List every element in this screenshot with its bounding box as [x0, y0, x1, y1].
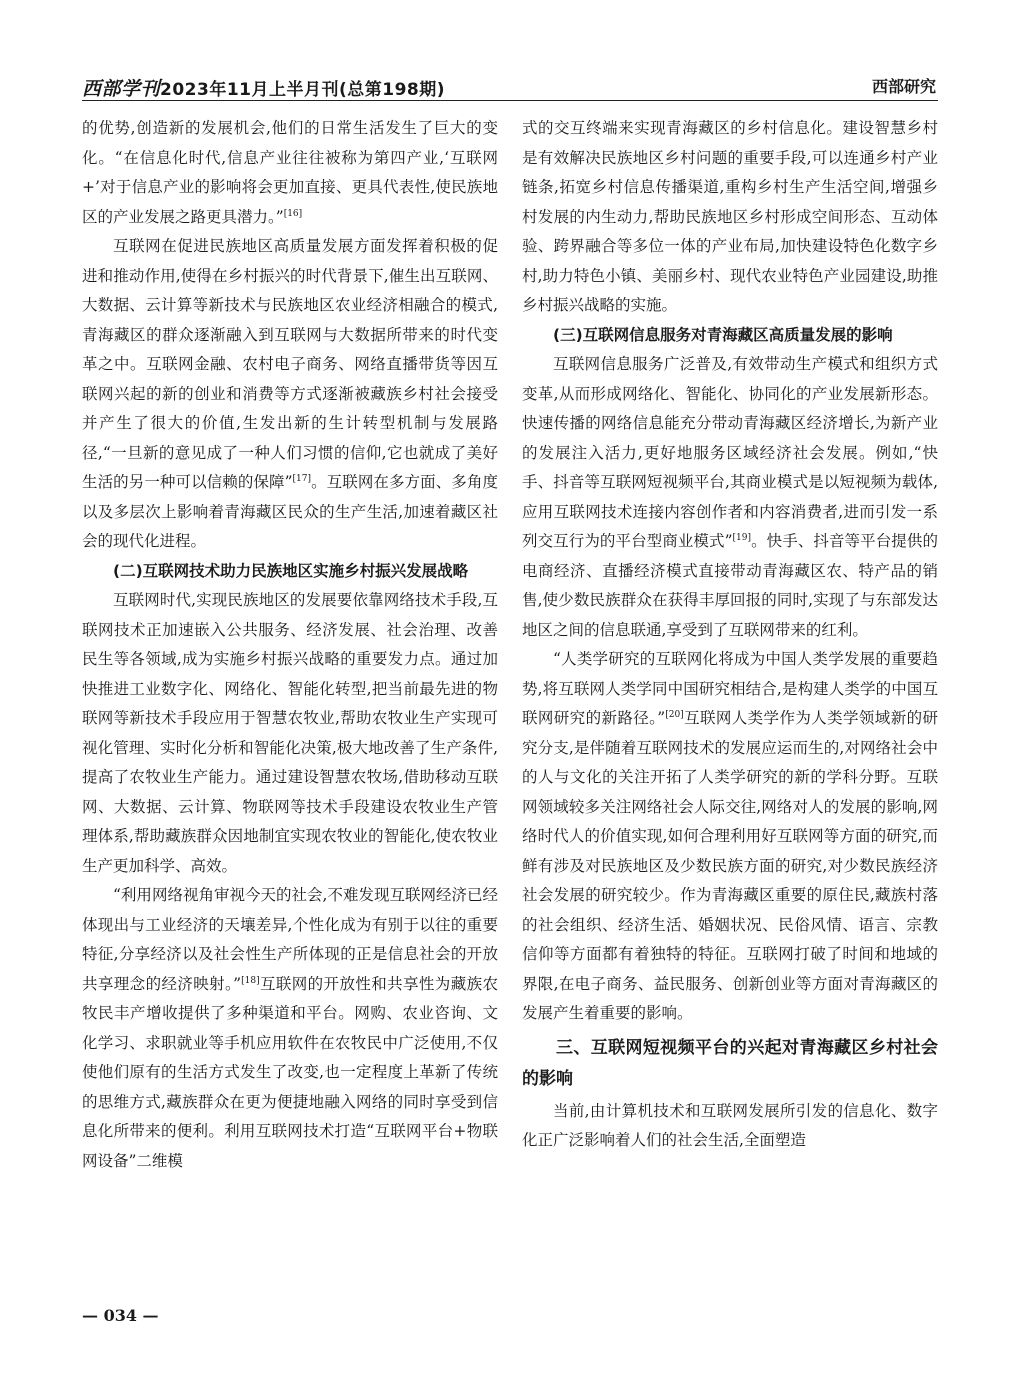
- paragraph: [82, 881, 498, 1176]
- paragraph: [82, 114, 498, 232]
- section-heading: [522, 1033, 938, 1095]
- paragraph: [82, 586, 498, 881]
- citation-ref: [16]: [283, 208, 303, 219]
- issue-label: 2023年11月上半月刊(总第198期): [160, 80, 446, 100]
- paragraph: [522, 114, 938, 321]
- paragraph-text: (三)互联网信息服务对青海藏区高质量发展的影响: [553, 325, 893, 344]
- citation-ref: [19]: [732, 532, 751, 543]
- paragraph-text-continued: 。互联网在多方面、多角度以及多层次上影响着青海藏区民众的生产生活,加速着藏区社会的现代化进程。: [82, 473, 498, 550]
- paragraph-text: 互联网信息服务广泛普及,有效带动生产模式和组织方式变革,从而形成网络化、智能化、协同化的产业发展新形态。快速传播的网络信息能充分带动青海藏区经济增长,为新产业的发展注入活力,更好地服务区域经济社会发展。例如,“快手、抖音等互联网短视频平台,其商业模式是以短视频为载体,应用互联网技术连接内容创作者和内容消费者,进而引发一系列交互行为的平台型商业模式”: [522, 355, 938, 550]
- citation-ref: [18]: [241, 975, 260, 986]
- section-title: 西部研究: [871, 77, 936, 96]
- subsection-heading: [522, 321, 938, 351]
- left-column: [82, 114, 498, 1294]
- paragraph-text: “利用网络视角审视今天的社会,不难发现互联网经济已经体现出与工业经济的天壤差异,个性化成为有别于以往的重要特征,分享经济以及社会性生产所体现的正是信息社会的开放共享理念的经济映射。”: [82, 886, 498, 993]
- journal-issue-line: [82, 74, 445, 101]
- journal-logo: 西部学刊: [82, 78, 161, 100]
- paragraph-text: 式的交互终端来实现青海藏区的乡村信息化。建设智慧乡村是有效解决民族地区乡村问题的重要手段,可以连通乡村产业链条,拓宽乡村信息传播渠道,重构乡村生产生活空间,增强乡村发展的内生动力,帮助民族地区乡村形成空间形态、互动体验、跨界融合等多位一体的产业布局,加快建设特色化数字乡村,助力特色小镇、美丽乡村、现代农业特色产业园建设,助推乡村振兴战略的实施。: [522, 119, 938, 314]
- citation-ref: [17]: [292, 473, 311, 484]
- paragraph-text-continued: 互联网的开放性和共享性为藏族农牧民丰产增收提供了多种渠道和平台。网购、农业咨询、文化学习、求职就业等手机应用软件在农牧民中广泛使用,不仅使他们原有的生活方式发生了改变,也一定程度上革新了传统的思维方式,藏族群众在更为便捷地融入网络的同时享受到信息化所带来的便利。利用互联网技术打造“互联网平台+物联网设备”二维模: [82, 974, 498, 1170]
- paragraph-text: “人类学研究的互联网化将成为中国人类学发展的重要趋势,将互联网人类学同中国研究相结合,是构建人类学的中国互联网研究的新路径。”: [522, 650, 938, 727]
- paragraph: [522, 350, 938, 645]
- paragraph: [522, 1097, 938, 1156]
- paragraph-text: (二)互联网技术助力民族地区实施乡村振兴发展战略: [113, 561, 469, 580]
- citation-ref: [20]: [665, 709, 684, 720]
- paragraph-text: 当前,由计算机技术和互联网发展所引发的信息化、数字化正广泛影响着人们的社会生活,全面塑造: [522, 1101, 938, 1149]
- paragraph-text: 互联网在促进民族地区高质量发展方面发挥着积极的促进和推动作用,使得在乡村振兴的时代背景下,催生出互联网、大数据、云计算等新技术与民族地区农业经济相融合的模式,青海藏区的群众逐渐融入到互联网与大数据所带来的时代变革之中。互联网金融、农村电子商务、网络直播带货等因互联网兴起的新的创业和消费等方式逐渐被藏族乡村社会接受并产生了很大的价值,生发出新的生计转型机制与发展路径,“一旦新的意见成了一种人们习惯的信仰,它也就成了美好生活的另一种可以信赖的保障”: [82, 237, 498, 491]
- paragraph: [522, 645, 938, 1029]
- paragraph-text: 互联网时代,实现民族地区的发展要依靠网络技术手段,互联网技术正加速嵌入公共服务、经济发展、社会治理、改善民生等各领域,成为实施乡村振兴战略的重要发力点。通过加快推进工业数字化、网络化、智能化转型,把当前最先进的物联网等新技术手段应用于智慧农牧业,帮助农牧业生产实现可视化管理、实时化分析和智能化决策,极大地改善了生产条件,提高了农牧业生产能力。通过建设智慧农牧场,借助移动互联网、大数据、云计算、物联网等技术手段建设农牧业生产管理体系,帮助藏族群众因地制宜实现农牧业的智能化,使农牧业生产更加科学、高效。: [82, 591, 498, 875]
- paragraph-text: 的优势,创造新的发展机会,他们的日常生活发生了巨大的变化。“在信息化时代,信息产业往往被称为第四产业,‘互联网+’对于信息产业的影响将会更加直接、更具代表性,使民族地区的产业发展之路更具潜力。”: [82, 119, 498, 226]
- page-header: [82, 66, 938, 106]
- subsection-heading: [82, 557, 498, 587]
- paragraph-text: 三、互联网短视频平台的兴起对青海藏区乡村社会的影响: [522, 1037, 938, 1089]
- paragraph-text-continued: 。快手、抖音等平台提供的电商经济、直播经济模式直接带动青海藏区农、特产品的销售,使少数民族群众在获得丰厚回报的同时,实现了与东部发达地区之间的信息联通,享受到了互联网带来的红利。: [522, 532, 938, 639]
- page-number: — 034 —: [82, 1306, 159, 1325]
- paragraph-text-continued: 互联网人类学作为人类学领域新的研究分支,是伴随着互联网技术的发展应运而生的,对网络社会中的人与文化的关注开拓了人类学研究的新的学科分野。互联网领域较多关注网络社会人际交往,网络对人的发展的影响,网络时代人的价值实现,如何合理利用好互联网等方面的研究,而鲜有涉及对民族地区及少数民族方面的研究,对少数民族经济社会发展的研究较少。作为青海藏区重要的原住民,藏族村落的社会组织、经济生活、婚姻状况、民俗风情、语言、宗教信仰等方面都有着独特的特征。互联网打破了时间和地域的界限,在电子商务、益民服务、创新创业等方面对青海藏区的发展产生着重要的影响。: [522, 709, 938, 1022]
- right-column: [522, 114, 938, 1294]
- header-rule: [82, 100, 938, 101]
- paragraph: [82, 232, 498, 557]
